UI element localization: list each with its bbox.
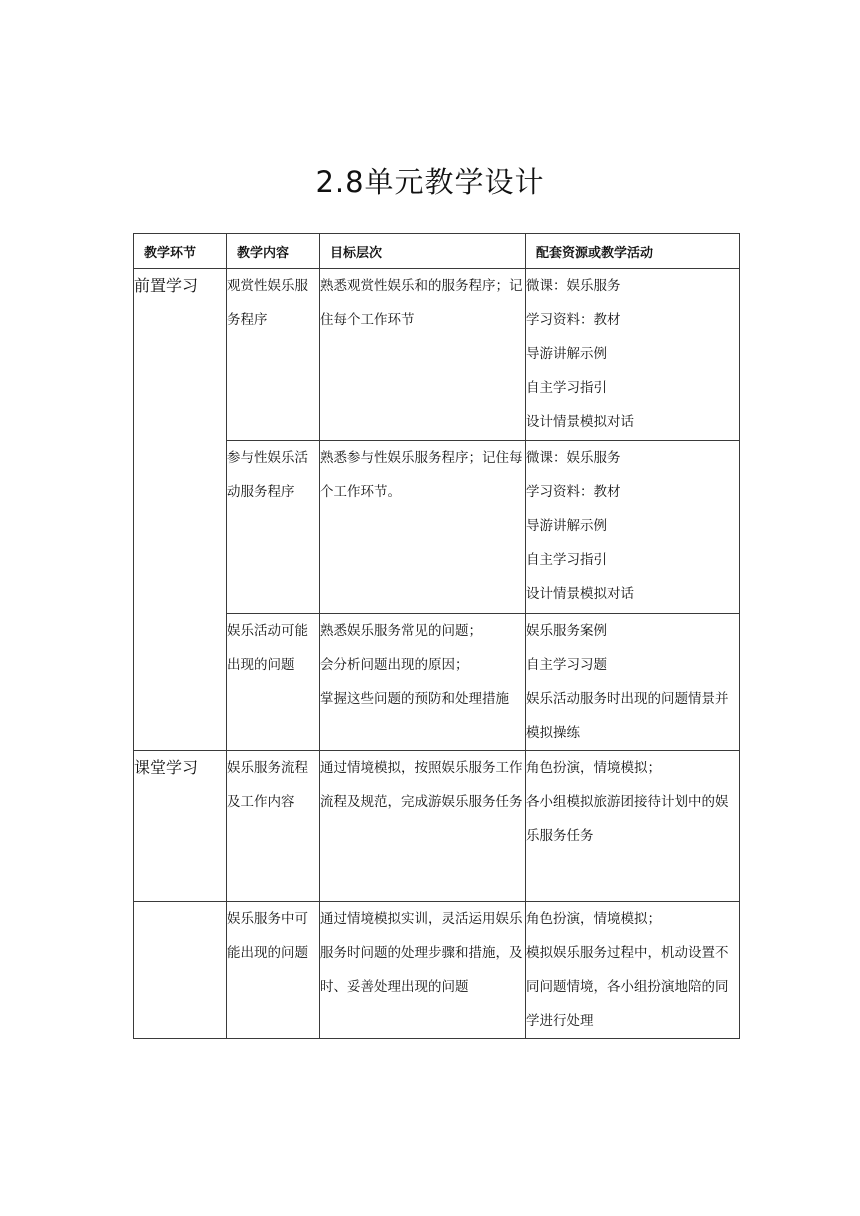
resource-item: 自主学习指引 (526, 552, 607, 568)
resource-item: 各小组模拟旅游团接待计划中的娱乐服务任务 (526, 794, 729, 844)
teaching-design-table (133, 233, 740, 1039)
resource-item: 模拟娱乐服务过程中，机动设置不同问题情境，各小组扮演地陪的同学进行处理 (526, 945, 729, 1029)
page-title: 2.8单元教学设计 (315, 165, 545, 199)
content-cell: 参与性娱乐活动服务程序 (227, 441, 320, 614)
resource-item: 自主学习指引 (526, 380, 607, 396)
content-cell: 娱乐服务流程及工作内容 (227, 751, 320, 902)
resource-item: 设计情景模拟对话 (526, 586, 634, 602)
stage-class-study: 课堂学习 (134, 751, 227, 902)
resource-item: 学习资料：教材 (526, 312, 621, 328)
resource-item: 角色扮演，情境模拟； (526, 911, 661, 927)
header-goal: 目标层次 (320, 234, 526, 269)
stage-empty (134, 902, 227, 1039)
resource-item: 微课：娱乐服务 (526, 450, 621, 466)
goal-cell: 通过情境模拟实训，灵活运用娱乐服务时问题的处理步骤和措施，及时、妥善处理出现的问题 (320, 902, 526, 1039)
header-stage: 教学环节 (134, 234, 227, 269)
goal-cell: 通过情境模拟，按照娱乐服务工作流程及规范，完成游娱乐服务任务 (320, 751, 526, 902)
goal-item: 会分析问题出现的原因； (320, 657, 469, 673)
header-resources: 配套资源或教学活动 (526, 234, 740, 269)
stage-pre-study: 前置学习 (134, 269, 227, 751)
table-row (134, 269, 740, 441)
content-cell: 娱乐活动可能出现的问题 (227, 614, 320, 751)
table-row (134, 751, 740, 902)
resource-item: 设计情景模拟对话 (526, 414, 634, 430)
resource-item: 导游讲解示例 (526, 346, 607, 362)
resource-item: 自主学习习题 (526, 657, 607, 673)
resources-cell (526, 441, 740, 614)
resource-item: 学习资料：教材 (526, 484, 621, 500)
resources-cell (526, 751, 740, 902)
resource-item: 娱乐活动服务时出现的问题情景并模拟操练 (526, 691, 729, 741)
resources-cell (526, 902, 740, 1039)
header-content: 教学内容 (227, 234, 320, 269)
resources-cell (526, 614, 740, 751)
resource-item: 娱乐服务案例 (526, 623, 607, 639)
table-row (134, 902, 740, 1039)
resource-item: 微课：娱乐服务 (526, 278, 621, 294)
goal-item: 熟悉娱乐服务常见的问题； (320, 623, 482, 639)
content-cell: 观赏性娱乐服务程序 (227, 269, 320, 441)
goal-cell (320, 614, 526, 751)
resources-cell (526, 269, 740, 441)
goal-cell: 熟悉参与性娱乐服务程序；记住每个工作环节。 (320, 441, 526, 614)
goal-item: 掌握这些问题的预防和处理措施 (320, 691, 509, 707)
content-cell: 娱乐服务中可能出现的问题 (227, 902, 320, 1039)
goal-cell: 熟悉观赏性娱乐和的服务程序；记住每个工作环节 (320, 269, 526, 441)
resource-item: 角色扮演，情境模拟； (526, 760, 661, 776)
table-header-row (134, 234, 740, 269)
resource-item: 导游讲解示例 (526, 518, 607, 534)
